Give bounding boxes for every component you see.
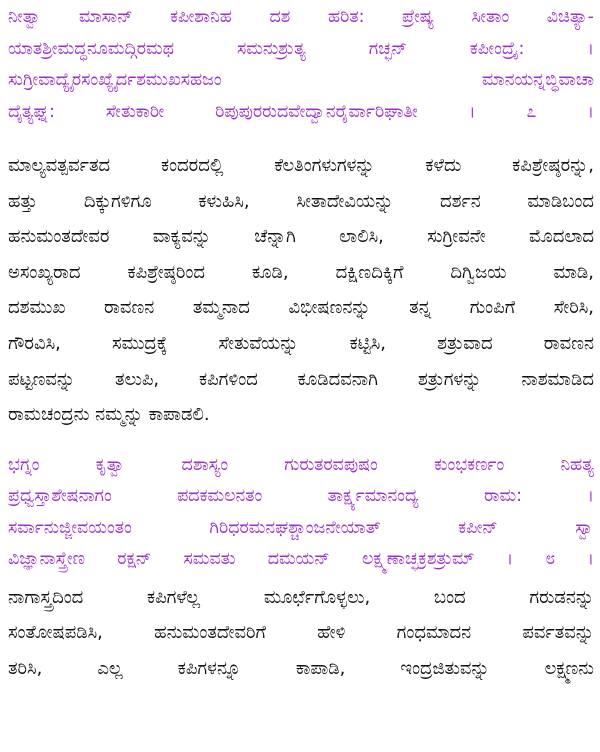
verse-line: ಭಗ್ನಂ ಕೃತ್ವಾ ದಶಾಸ್ಯಂ ಗುರುತರವಪುಷಂ ಕುಂಭಕರ್ಣಂ ನಿಹತ್ಯ — [8, 454, 594, 475]
commentary-line: ತರಿಸಿ, ಎಲ್ಲ ಕಪಿಗಳನ್ನೂ ಕಾಪಾಡಿ, ಇಂದ್ರಜಿತುವನ್ನು ಲಕ್ಷ್ಮಣನು — [8, 657, 594, 679]
verse-line: ವಿಜ್ಞಾನಾಸ್ತ್ರೇಣ ರಕ್ಷನ್ ಸಮವತು ದಮಯನ್ ಲಕ್ಷ್ಮಣಾಚ್ಛಕ್ರಶತ್ರುಮ್ । ೮ । — [8, 549, 594, 570]
commentary-7 — [8, 148, 594, 433]
commentary-line: ನಾಗಾಸ್ತ್ರದಿಂದ ಕಪಿಗಳೆಲ್ಲ ಮೂರ್ಛೆಗೊಳ್ಳಲು, ಬಂದ ಗರುಡನನ್ನು — [8, 586, 594, 608]
commentary-line: ದಶಮುಖ ರಾವಣನ ತಮ್ಮನಾದ ವಿಭೀಷಣನನ್ನು ತನ್ನ ಗುಂಪಿಗೆ ಸೇರಿಸಿ, — [8, 297, 594, 319]
commentary-line: ಪಟ್ಟಣವನ್ನು ತಲುಪಿ, ಕಪಿಗಳಿಂದ ಕೂಡಿದವನಾಗಿ ಶತ್ರುಗಳನ್ನು ನಾಶಮಾಡಿದ — [8, 368, 594, 390]
commentary-line: ಹನುಮಂತದೇವರ ವಾಕ್ಯವನ್ನು ಚೆನ್ನಾಗಿ ಲಾಲಿಸಿ, ಸುಗ್ರೀವನೇ ಮೊದಲಾದ — [8, 226, 594, 248]
verse-8 — [8, 450, 594, 576]
commentary-line: ರಾಮಚಂದ್ರನು ನಮ್ಮನ್ನು ಕಾಪಾಡಲಿ. — [8, 404, 210, 426]
commentary-8 — [8, 580, 594, 687]
commentary-line: ಮಾಲ್ಯವತ್ಪರ್ವತದ ಕಂದರದಲ್ಲಿ ಕೆಲತಿಂಗಳುಗಳನ್ನು ಕಳೆದು ಕಪಿಶ್ರೇಷ್ಠರನ್ನು, — [8, 155, 594, 176]
verse-7 — [8, 2, 594, 128]
commentary-line: ಸಂತೋಷಪಡಿಸಿ, ಹನುಮಂತದೇವರಿಗೆ ಹೇಳಿ ಗಂಧಮಾದನ ಪರ್ವತವನ್ನು — [8, 622, 594, 644]
commentary-line: ಅಸಂಖ್ಯರಾದ ಕಪಿಶ್ರೇಷ್ಠರಿಂದ ಕೂಡಿ, ದಕ್ಷಿಣದಿಕ್ಕಿಗೆ ದಿಗ್ವಿಜಯ ಮಾಡಿ, — [8, 261, 594, 283]
verse-line: ನೀತ್ವಾ ಮಾಸಾನ್ ಕಪೀಶಾನಿಹ ದಶ ಹರಿತ: ಪ್ರೇಷ್ಯ ಸೀತಾಂ ವಿಚಿತ್ಯಾ- — [8, 7, 594, 27]
verse-line: ಸುಗ್ರೀವಾದ್ಯೈರಸಂಖ್ಯೈರ್ದಶಮುಖಸಹಜಂ ಮಾನಯನ್ನಬ್ಧಿವಾಚಾ — [8, 70, 594, 90]
verse-line: ಸರ್ವಾನುಜ್ಜೀವಯಂತಂ ಗಿರಿಧರಮನಘಶ್ಚಾಂಜನೇಯಾತ್ ಕಪೀನ್ ಸ್ವಾ — [8, 517, 594, 538]
commentary-line: ಹತ್ತು ದಿಕ್ಕುಗಳಿಗೂ ಕಳುಹಿಸಿ, ಸೀತಾದೇವಿಯನ್ನು ದರ್ಶನ ಮಾಡಿಬಂದ — [8, 190, 594, 212]
verse-line: ದೈತ್ಯಘ್ನ: ಸೇತುಕಾರೀ ರಿಪುಪುರರುದವೇದ್ವಾನರೈರ್ವಾರಿಘಾತೀ । ೭ । — [8, 101, 594, 122]
commentary-line: ಗೌರವಿಸಿ, ಸಮುದ್ರಕ್ಕೆ ಸೇತುವೆಯನ್ನು ಕಟ್ಟಿಸಿ, ಶತ್ರುವಾದ ರಾವಣನ — [8, 332, 594, 354]
verse-line: ಪ್ರಧ್ವಸ್ತಾಶೇಷನಾಗಂ ಪದಕಮಲನತಂ ತಾರ್ಕ್ಷ್ಯಮಾನಂದ್ಯ ರಾಮ: । — [8, 486, 594, 507]
verse-line: ಯಾತಶ್ರೀಮದ್ಧನೂಮದ್ಗಿರಮಥ ಸಮನುಶ್ರುತ್ಯ ಗಚ್ಛನ್ ಕಪೀಂದ್ರೈ: । — [8, 38, 594, 59]
